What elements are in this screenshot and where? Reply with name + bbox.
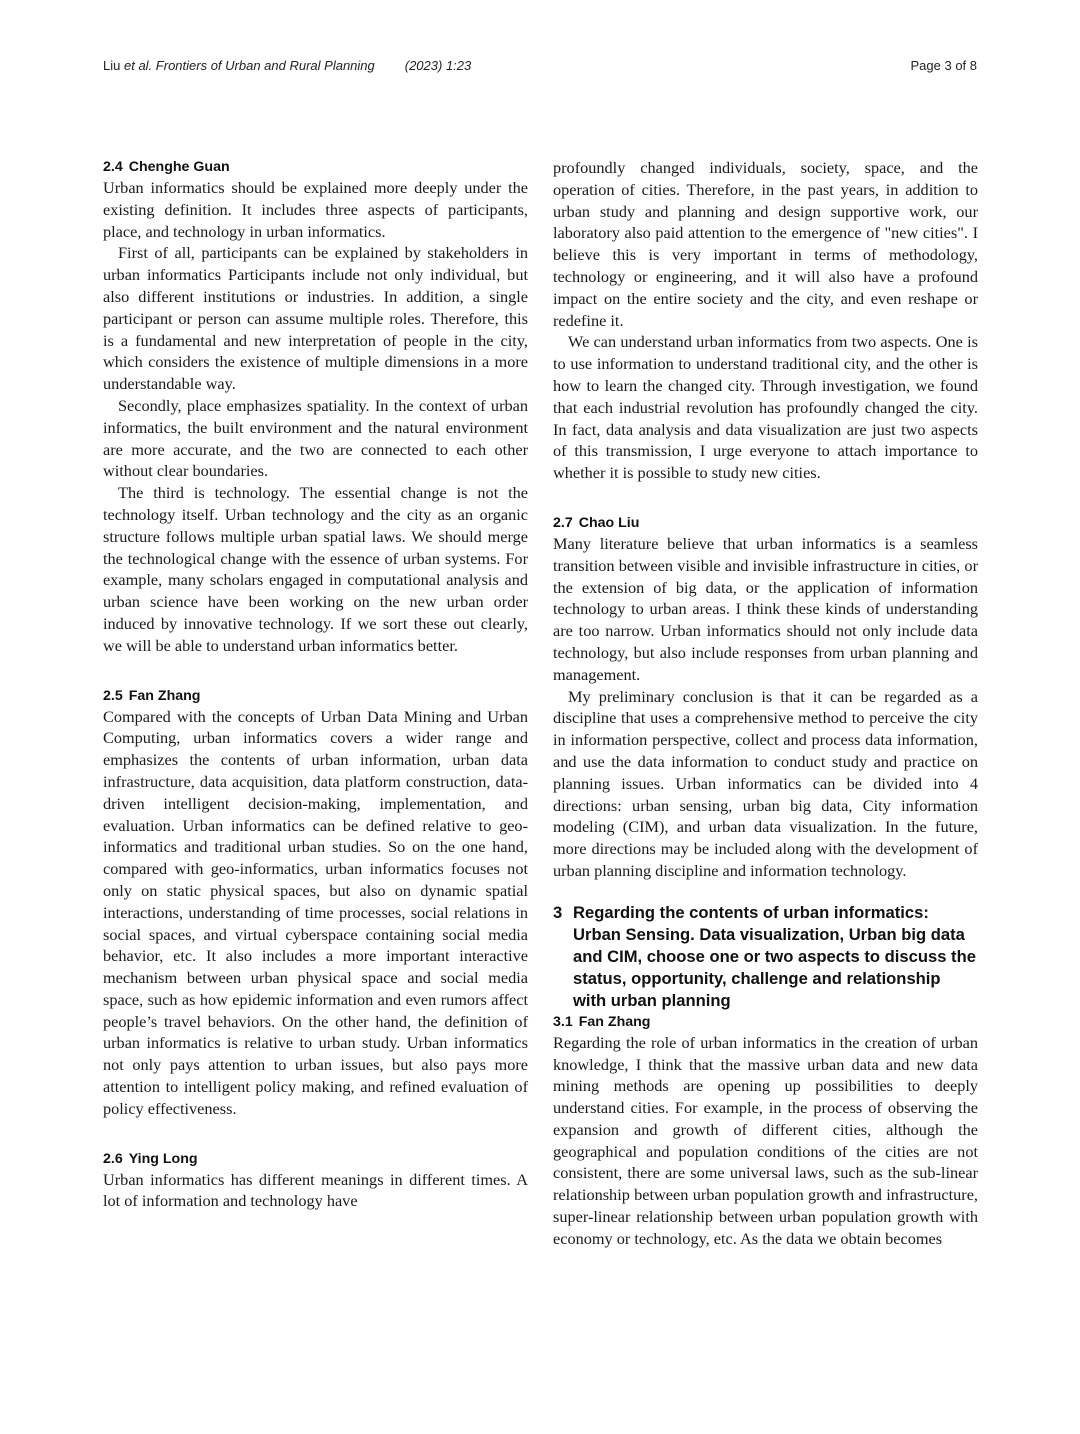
- et-al: et al.: [123, 58, 153, 73]
- right-column: [553, 157, 978, 1250]
- section-number: 3.1: [553, 1013, 573, 1030]
- section-title: Ying Long: [128, 1150, 198, 1167]
- year-issue: (2023) 1:23: [404, 58, 472, 73]
- section-spacer: [103, 1120, 528, 1149]
- paragraph: Compared with the concepts of Urban Data Mining and Urban Computing, urban informatics covers a wider range and emphasizes the contents of urban information, urban data infrastructure, data acquisition, data platform construction, data-driven intelligent decision-making, implementation, and evaluation. Urban informatics can be defined relative to geo-informatics and traditional urban studies. So on the one hand, compared with geo-informatics, urban informatics focuses not only on static physical spaces, but also on dynamic spatial interactions, understanding of time processes, social relations in social spaces, and virtual cyberspace containing social media behavior, etc. It also includes a more important interactive mechanism between urban physical space and social media space, such as how epidemic information and even rumors affect people’s travel behaviors. On the other hand, the definition of urban informatics is relative to urban study. Urban informatics not only pays attention to urban issues, but also pays more attention to intelligent policy making, and refined evaluation of policy effectiveness.: [103, 706, 528, 1118]
- paragraph: Many literature believe that urban informatics is a seamless transition between visible and invisible infrastructure in cities, or the extension of big data, or the application of information technology to urban areas. I think these kinds of understanding are too narrow. Urban informatics should not only include data technology, but also include responses from urban planning and management.: [553, 533, 978, 684]
- paragraph: Regarding the role of urban informatics in the creation of urban knowledge, I think that the massive urban data and new data mining methods are opening up possibilities to deeply understand cities. For example, in the process of observing the expansion and growth of different cities, although the geographical and population conditions of the cities are not consistent, there are some universal laws, such as the sub-linear relationship between urban population growth and infrastructure, super-linear relationship between urban population growth with economy or technology, etc. As the data we obtain becomes: [553, 1032, 978, 1248]
- paragraph: First of all, participants can be explained by stakeholders in urban informatics Participants include not only individual, but also different institutions or industries. In addition, a single participant or person can assume multiple roles. Therefore, this is a fundamental and new interpretation of people in the city, which considers the existence of multiple dimensions in a more understandable way.: [103, 243, 528, 394]
- section-number: 2.7: [553, 514, 573, 531]
- section-heading-3-1: [553, 1012, 978, 1032]
- section-title: Chenghe Guan: [128, 159, 230, 175]
- paragraph: My preliminary conclusion is that it can be regarded as a discipline that uses a comprehensive method to perceive the city in information perspective, collect and process data information, and use the data information to conduct study and practice on planning issues. Urban informatics can be divided into 4 directions: urban sensing, urban big data, City information modeling (CIM), and urban data visualization. In the future, more directions may be included along with the development of urban planning discipline and information technology.: [553, 686, 978, 880]
- section-heading-2-4: [103, 157, 528, 177]
- section-number: 2.6: [103, 1150, 123, 1167]
- journal-name: Frontiers of Urban and Rural Planning: [155, 58, 375, 73]
- section-title: Fan Zhang: [578, 1013, 651, 1030]
- section-number: 2.5: [103, 687, 123, 704]
- authors: Liu: [103, 58, 121, 73]
- section-number: 3: [553, 902, 563, 922]
- paragraph: The third is technology. The essential change is not the technology itself. Urban technology and the city as an organic structure follows multiple urban spatial laws. We should merge the technological change with the essence of urban systems. For example, many scholars engaged in computational analysis and urban science have been working on the new urban order induced by innovative technology. If we sort these out clearly, we will be able to understand urban informatics better.: [103, 483, 528, 655]
- section-heading-2-7: [553, 513, 978, 533]
- section-number: 2.4: [103, 159, 123, 175]
- paragraph: Urban informatics should be explained more deeply under the existing definition. It includes three aspects of participants, place, and technology in urban informatics.: [103, 178, 528, 241]
- citation: [103, 58, 471, 73]
- section-heading-2-5: [103, 686, 528, 706]
- section-spacer: [553, 484, 978, 513]
- page-number: Page 3 of 8: [910, 58, 977, 73]
- section-spacer: [553, 882, 978, 902]
- paragraph: We can understand urban informatics from two aspects. One is to use information to understand traditional city, and the other is how to learn the changed city. Through investigation, we found that each industrial revolution has profoundly changed the city. In fact, data analysis and data visualization are just two aspects of this transmission, I urge everyone to attach importance to whether it is possible to study new cities.: [553, 332, 978, 483]
- paragraph: profoundly changed individuals, society, space, and the operation of cities. Therefore, in the past years, in addition to urban study and planning and design supportive work, our laboratory also paid attention to the emergence of "new cities". I believe this is very important in terms of methodology, technology or engineering, and it will also have a profound impact on the entire society and the city, and even reshape or redefine it.: [553, 158, 978, 330]
- paragraph: Secondly, place emphasizes spatiality. In the context of urban informatics, the built environment and the natural environment are more accurate, and the two are connected to each other without clear boundaries.: [103, 395, 528, 481]
- paragraph: Urban informatics has different meanings in different times. A lot of information and technology have: [103, 1169, 528, 1211]
- section-heading-2-6: [103, 1149, 528, 1169]
- section-title: Chao Liu: [578, 514, 640, 531]
- section-title: Fan Zhang: [128, 687, 201, 704]
- section-spacer: [103, 657, 528, 686]
- left-column: [103, 157, 528, 1212]
- section-title: Regarding the contents of urban informatics: Urban Sensing. Data visualization, Urban big data and CIM, choose one or two aspects to discuss the status, opportunity, challenge and relationship with urban planning: [573, 902, 976, 1010]
- section-heading-3: [553, 902, 978, 1012]
